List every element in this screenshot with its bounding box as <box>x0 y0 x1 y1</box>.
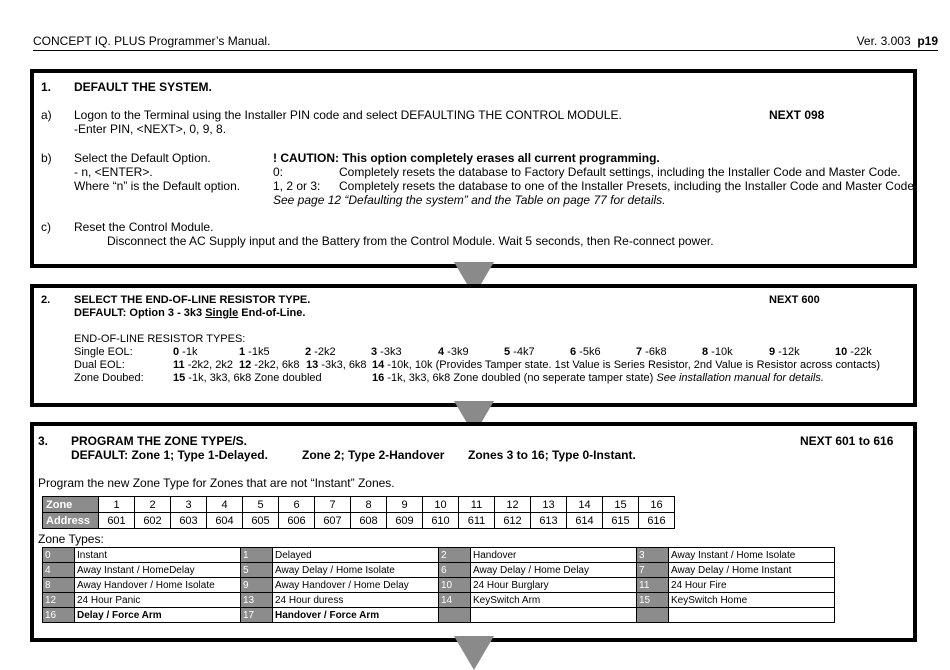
address-cell: 605 <box>243 513 279 529</box>
address-cell: 607 <box>315 513 351 529</box>
step-a-label: a) <box>41 108 52 122</box>
types-row <box>43 608 835 623</box>
type-number <box>637 608 669 623</box>
flow-arrow-3 <box>454 636 494 670</box>
type-desc: Away Delay / Home Isolate <box>273 563 439 578</box>
type-number: 5 <box>241 563 273 578</box>
section2-next: NEXT 600 <box>769 294 820 306</box>
default-suffix: End-of-Line. <box>238 307 306 319</box>
section2-number: 2. <box>41 294 51 306</box>
step-b-line3: Where “n” is the Default option. <box>74 179 241 193</box>
zone-types-table <box>42 547 835 623</box>
zone-cell: 2 <box>135 497 171 513</box>
zone-instruction: Program the new Zone Type for Zones that are not “Instant” Zones. <box>38 476 395 490</box>
section3-default3: Zones 3 to 16; Type 0-Instant. <box>468 448 636 462</box>
eol-0: 0 -1k <box>173 346 198 358</box>
type-desc: KeySwitch Arm <box>471 593 637 608</box>
type-number: 0 <box>43 548 75 563</box>
type-desc: Away Handover / Home Delay <box>273 578 439 593</box>
type-number: 7 <box>637 563 669 578</box>
manual-title: CONCEPT IQ. PLUS Programmer’s Manual. <box>33 34 271 48</box>
zone-cell: 1 <box>99 497 135 513</box>
type-number: 15 <box>637 593 669 608</box>
section-zone-type <box>30 422 917 642</box>
address-cell: 603 <box>171 513 207 529</box>
type-number: 10 <box>439 578 471 593</box>
zone-cell: 5 <box>243 497 279 513</box>
types-row <box>43 593 835 608</box>
type-number: 13 <box>241 593 273 608</box>
step-a-line2: -Enter PIN, <NEXT>, 0, 9, 8. <box>74 122 227 136</box>
address-cell: 602 <box>135 513 171 529</box>
see-reference: See page 12 “Defaulting the system” and the Table on page 77 for details. <box>273 193 666 207</box>
version-page <box>857 34 938 48</box>
eol-6: 6 -5k6 <box>570 346 601 358</box>
eol-3: 3 -3k3 <box>371 346 402 358</box>
zone-header: Zone <box>43 497 99 513</box>
option0-desc: Completely resets the database to Factory Default settings, including the Installer Code and Master Code. <box>339 165 901 179</box>
zone-address-table <box>42 496 675 529</box>
type-desc: Away Delay / Home Instant <box>669 563 835 578</box>
eol-10: 10 -22k <box>835 346 872 358</box>
eol-5: 5 -4k7 <box>504 346 535 358</box>
section3-default1: DEFAULT: Zone 1; Type 1-Delayed. <box>71 448 268 462</box>
section2-default <box>74 307 305 320</box>
address-cell: 611 <box>459 513 495 529</box>
type-number: 17 <box>241 608 273 623</box>
version: Ver. 3.003 <box>856 34 911 48</box>
types-row <box>43 548 835 563</box>
zone-cell: 13 <box>531 497 567 513</box>
zone-types-label: Zone Types: <box>38 532 104 546</box>
types-row <box>43 563 835 578</box>
zone-cell: 9 <box>387 497 423 513</box>
zone-doubled-label: Zone Doubed: <box>74 372 144 384</box>
eol-2: 2 -2k2 <box>305 346 336 358</box>
type-number: 6 <box>439 563 471 578</box>
page-header <box>33 34 938 50</box>
eol-14: 14 -10k, 10k (Provides Tamper state. 1st Value is Series Resistor, 2nd Value is Resistor across contacts) <box>372 359 881 371</box>
zone-cell: 6 <box>279 497 315 513</box>
type-desc: Away Instant / HomeDelay <box>75 563 241 578</box>
single-eol-label: Single EOL: <box>74 346 133 358</box>
default-prefix: DEFAULT: Option 3 - 3k3 <box>74 307 206 319</box>
address-cell: 606 <box>279 513 315 529</box>
zone-cell: 4 <box>207 497 243 513</box>
step-c-line1: Reset the Control Module. <box>74 220 214 234</box>
caution-text: ! CAUTION: This option completely erases all current programming. <box>273 151 660 165</box>
step-a-line1: Logon to the Terminal using the Installer PIN code and select DEFAULTING THE CONTROL MODULE. <box>74 108 622 122</box>
type-number: 16 <box>43 608 75 623</box>
address-cell: 616 <box>639 513 675 529</box>
section1-number: 1. <box>41 80 52 94</box>
dual-eol-label: Dual EOL: <box>74 359 125 371</box>
option123-key: 1, 2 or 3: <box>273 179 321 193</box>
zone-cell: 8 <box>351 497 387 513</box>
types-row <box>43 578 835 593</box>
type-desc: 24 Hour duress <box>273 593 439 608</box>
eol-11: 11 -2k2, 2k2 <box>173 359 233 371</box>
eol-4: 4 -3k9 <box>438 346 469 358</box>
type-number: 1 <box>241 548 273 563</box>
eol-8: 8 -10k <box>702 346 733 358</box>
zone-cell: 10 <box>423 497 459 513</box>
type-desc: 24 Hour Burglary <box>471 578 637 593</box>
type-desc: Away Handover / Home Isolate <box>75 578 241 593</box>
section3-number: 3. <box>38 434 49 448</box>
step-a-next: NEXT 098 <box>769 108 825 122</box>
type-desc: 24 Hour Fire <box>669 578 835 593</box>
type-number <box>439 608 471 623</box>
address-row <box>43 513 675 529</box>
type-desc <box>669 608 835 623</box>
step-b-line1: Select the Default Option. <box>74 151 211 165</box>
step-c-label: c) <box>41 220 51 234</box>
section2-title: SELECT THE END-OF-LINE RESISTOR TYPE. <box>74 294 311 306</box>
type-desc: 24 Hour Panic <box>75 593 241 608</box>
type-desc <box>471 608 637 623</box>
zone-row <box>43 497 675 513</box>
section1-title: DEFAULT THE SYSTEM. <box>74 80 212 94</box>
section-default-system <box>30 69 917 268</box>
eol-7: 7 -6k8 <box>636 346 667 358</box>
eol-15: 15 -1k, 3k3, 6k8 Zone doubled <box>173 372 322 384</box>
zone-cell: 12 <box>495 497 531 513</box>
address-cell: 615 <box>603 513 639 529</box>
address-cell: 604 <box>207 513 243 529</box>
option123-desc: Completely resets the database to one of the Installer Presets, including the Installer Code and Master Code. <box>339 179 918 193</box>
default-underlined: Single <box>205 307 239 319</box>
type-number: 9 <box>241 578 273 593</box>
address-header: Address <box>43 513 99 529</box>
type-desc: Handover / Force Arm <box>273 608 439 623</box>
section3-default2: Zone 2; Type 2-Handover <box>302 448 445 462</box>
step-b-label: b) <box>41 151 52 165</box>
type-number: 11 <box>637 578 669 593</box>
zone-cell: 16 <box>639 497 675 513</box>
eol-16: 16 -1k, 3k3, 6k8 Zone doubled (no seperate tamper state) See installation manual for details. <box>372 372 824 384</box>
type-desc: Away Instant / Home Isolate <box>669 548 835 563</box>
eol-types-heading: END-OF-LINE RESISTOR TYPES: <box>74 333 246 345</box>
header-rule <box>33 50 938 51</box>
type-number: 2 <box>439 548 471 563</box>
type-desc: Away Delay / Home Delay <box>471 563 637 578</box>
step-b-line2: - n, <ENTER>. <box>74 165 153 179</box>
type-number: 8 <box>43 578 75 593</box>
type-desc: Handover <box>471 548 637 563</box>
zone-cell: 14 <box>567 497 603 513</box>
zone-cell: 11 <box>459 497 495 513</box>
eol-9: 9 -12k <box>769 346 800 358</box>
type-desc: Delay / Force Arm <box>75 608 241 623</box>
type-number: 12 <box>43 593 75 608</box>
eol-1: 1 -1k5 <box>239 346 270 358</box>
page-number: p19 <box>917 34 938 48</box>
zone-cell: 15 <box>603 497 639 513</box>
type-number: 14 <box>439 593 471 608</box>
address-cell: 612 <box>495 513 531 529</box>
eol-12: 12 -2k2, 6k8 <box>239 359 300 371</box>
section3-title: PROGRAM THE ZONE TYPE/S. <box>71 434 248 448</box>
eol-13: 13 -3k3, 6k8 <box>306 359 367 371</box>
type-desc: Delayed <box>273 548 439 563</box>
address-cell: 613 <box>531 513 567 529</box>
address-cell: 609 <box>387 513 423 529</box>
address-cell: 608 <box>351 513 387 529</box>
address-cell: 614 <box>567 513 603 529</box>
zone-cell: 3 <box>171 497 207 513</box>
type-desc: Instant <box>75 548 241 563</box>
type-number: 4 <box>43 563 75 578</box>
address-cell: 601 <box>99 513 135 529</box>
type-desc: KeySwitch Home <box>669 593 835 608</box>
option0-key: 0: <box>273 165 284 179</box>
address-cell: 610 <box>423 513 459 529</box>
type-number: 3 <box>637 548 669 563</box>
zone-cell: 7 <box>315 497 351 513</box>
section-eol-resistor <box>30 284 917 407</box>
section3-next: NEXT 601 to 616 <box>800 434 894 448</box>
step-c-line2: Disconnect the AC Supply input and the Battery from the Control Module. Wait 5 seconds, then Re-connect power. <box>107 234 714 248</box>
